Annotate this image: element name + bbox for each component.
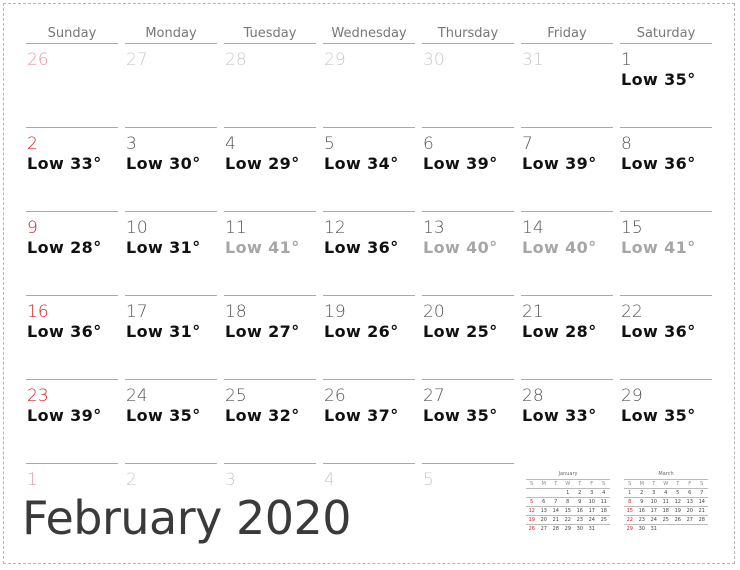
mini-divider	[526, 497, 610, 498]
mini-day: 7	[554, 499, 558, 505]
mini-day: 23	[576, 517, 583, 523]
mini-day: 26	[528, 526, 535, 532]
week-divider	[26, 295, 118, 296]
week-divider	[422, 295, 514, 296]
mini-day: 13	[540, 508, 547, 514]
week-divider	[26, 463, 118, 464]
mini-weekday: T	[578, 481, 582, 487]
mini-weekday: W	[663, 481, 669, 487]
weekday-header-tuesday: Tuesday	[243, 26, 297, 41]
low-temperature: Low 29°	[225, 154, 300, 173]
day-number: 13	[423, 218, 445, 238]
mini-weekday: M	[639, 481, 644, 487]
low-temperature: Low 30°	[126, 154, 201, 173]
day-number: 5	[324, 134, 335, 154]
mini-divider	[526, 506, 610, 507]
mini-day: 3	[652, 490, 656, 496]
mini-day: 17	[650, 508, 657, 514]
day-number: 25	[225, 386, 247, 406]
mini-day: 8	[628, 499, 632, 505]
mini-weekday: S	[700, 481, 704, 487]
header-divider	[620, 43, 712, 44]
day-number: 21	[522, 302, 544, 322]
mini-day: 5	[676, 490, 680, 496]
mini-day: 5	[530, 499, 534, 505]
day-number: 15	[621, 218, 643, 238]
mini-divider	[624, 488, 708, 489]
low-temperature: Low 36°	[27, 322, 102, 341]
header-divider	[323, 43, 415, 44]
mini-day: 10	[588, 499, 595, 505]
week-divider	[224, 127, 316, 128]
mini-day: 31	[588, 526, 595, 532]
day-number: 26	[324, 386, 346, 406]
month-title: February 2020	[22, 491, 352, 545]
mini-day: 1	[566, 490, 570, 496]
mini-day: 24	[588, 517, 595, 523]
day-number: 11	[225, 218, 247, 238]
mini-day: 16	[638, 508, 645, 514]
mini-day: 14	[698, 499, 705, 505]
day-number: 5	[423, 470, 434, 490]
mini-day: 9	[578, 499, 582, 505]
mini-day: 24	[650, 517, 657, 523]
low-temperature: Low 40°	[423, 238, 498, 257]
low-temperature: Low 33°	[522, 406, 597, 425]
mini-day: 25	[662, 517, 669, 523]
week-divider	[422, 211, 514, 212]
day-number: 28	[225, 50, 247, 70]
mini-day: 4	[602, 490, 606, 496]
week-divider	[224, 295, 316, 296]
week-divider	[620, 295, 712, 296]
day-number: 29	[324, 50, 346, 70]
low-temperature: Low 36°	[324, 238, 399, 257]
mini-divider	[624, 479, 708, 480]
mini-weekday: T	[554, 481, 558, 487]
mini-day: 27	[540, 526, 547, 532]
day-number: 9	[27, 218, 38, 238]
header-divider	[422, 43, 514, 44]
low-temperature: Low 28°	[27, 238, 102, 257]
low-temperature: Low 31°	[126, 238, 201, 257]
mini-weekday: W	[565, 481, 571, 487]
day-number: 14	[522, 218, 544, 238]
day-number: 18	[225, 302, 247, 322]
mini-day: 8	[566, 499, 570, 505]
day-number: 1	[621, 50, 632, 70]
week-divider	[323, 379, 415, 380]
day-number: 27	[423, 386, 445, 406]
day-number: 29	[621, 386, 643, 406]
mini-day: 30	[576, 526, 583, 532]
weekday-header-wednesday: Wednesday	[331, 26, 407, 41]
week-divider	[323, 463, 415, 464]
mini-divider	[624, 524, 708, 525]
mini-day: 14	[552, 508, 559, 514]
day-number: 3	[126, 134, 137, 154]
week-divider	[125, 379, 217, 380]
week-divider	[620, 379, 712, 380]
day-number: 30	[423, 50, 445, 70]
mini-weekday: S	[530, 481, 534, 487]
low-temperature: Low 35°	[621, 406, 696, 425]
day-number: 17	[126, 302, 148, 322]
mini-day: 20	[686, 508, 693, 514]
day-number: 7	[522, 134, 533, 154]
week-divider	[125, 463, 217, 464]
week-divider	[125, 211, 217, 212]
mini-day: 22	[626, 517, 633, 523]
mini-day: 2	[578, 490, 582, 496]
mini-calendar-january	[526, 471, 610, 537]
low-temperature: Low 33°	[27, 154, 102, 173]
mini-day: 19	[528, 517, 535, 523]
low-temperature: Low 36°	[621, 322, 696, 341]
mini-divider	[526, 488, 610, 489]
day-number: 1	[27, 470, 38, 490]
week-divider	[26, 127, 118, 128]
mini-weekday: T	[652, 481, 656, 487]
day-number: 16	[27, 302, 49, 322]
week-divider	[224, 211, 316, 212]
mini-day: 28	[552, 526, 559, 532]
low-temperature: Low 39°	[423, 154, 498, 173]
mini-day: 26	[674, 517, 681, 523]
mini-day: 12	[528, 508, 535, 514]
mini-day: 4	[664, 490, 668, 496]
mini-divider	[624, 497, 708, 498]
day-number: 22	[621, 302, 643, 322]
day-number: 10	[126, 218, 148, 238]
mini-calendar-title: March	[658, 471, 674, 477]
weekday-header-sunday: Sunday	[47, 26, 97, 41]
day-number: 23	[27, 386, 49, 406]
week-divider	[521, 379, 613, 380]
mini-day: 20	[540, 517, 547, 523]
mini-day: 12	[674, 499, 681, 505]
week-divider	[422, 463, 514, 464]
week-divider	[323, 295, 415, 296]
week-divider	[323, 127, 415, 128]
day-number: 2	[126, 470, 137, 490]
day-number: 26	[27, 50, 49, 70]
mini-day: 9	[640, 499, 644, 505]
mini-divider	[624, 515, 708, 516]
low-temperature: Low 28°	[522, 322, 597, 341]
mini-day: 19	[674, 508, 681, 514]
day-number: 24	[126, 386, 148, 406]
mini-day: 18	[662, 508, 669, 514]
low-temperature: Low 34°	[324, 154, 399, 173]
low-temperature: Low 27°	[225, 322, 300, 341]
mini-day: 16	[576, 508, 583, 514]
day-number: 8	[621, 134, 632, 154]
week-divider	[422, 127, 514, 128]
mini-day: 25	[600, 517, 607, 523]
mini-day: 13	[686, 499, 693, 505]
mini-weekday: T	[676, 481, 680, 487]
day-number: 27	[126, 50, 148, 70]
mini-weekday: S	[628, 481, 632, 487]
mini-day: 28	[698, 517, 705, 523]
day-number: 19	[324, 302, 346, 322]
mini-divider	[526, 515, 610, 516]
day-number: 4	[324, 470, 335, 490]
low-temperature: Low 36°	[621, 154, 696, 173]
low-temperature: Low 41°	[621, 238, 696, 257]
week-divider	[26, 379, 118, 380]
week-divider	[224, 463, 316, 464]
mini-day: 2	[640, 490, 644, 496]
header-divider	[224, 43, 316, 44]
mini-day: 18	[600, 508, 607, 514]
week-divider	[224, 379, 316, 380]
day-number: 2	[27, 134, 38, 154]
low-temperature: Low 35°	[621, 70, 696, 89]
mini-divider	[526, 524, 610, 525]
low-temperature: Low 39°	[522, 154, 597, 173]
mini-day: 7	[700, 490, 704, 496]
low-temperature: Low 26°	[324, 322, 399, 341]
low-temperature: Low 41°	[225, 238, 300, 257]
mini-calendar-title: January	[558, 471, 578, 477]
week-divider	[620, 127, 712, 128]
week-divider	[521, 295, 613, 296]
mini-day: 6	[542, 499, 546, 505]
weekday-header-saturday: Saturday	[636, 26, 696, 41]
weekday-header-monday: Monday	[145, 26, 197, 41]
mini-day: 30	[638, 526, 645, 532]
day-number: 28	[522, 386, 544, 406]
mini-day: 21	[698, 508, 705, 514]
mini-day: 27	[686, 517, 693, 523]
day-number: 12	[324, 218, 346, 238]
day-number: 31	[522, 50, 544, 70]
week-divider	[620, 211, 712, 212]
mini-calendar-march	[624, 471, 708, 537]
week-divider	[26, 211, 118, 212]
mini-day: 23	[638, 517, 645, 523]
mini-day: 6	[688, 490, 692, 496]
week-divider	[125, 127, 217, 128]
mini-divider	[526, 479, 610, 480]
weekday-header-thursday: Thursday	[437, 26, 499, 41]
header-divider	[26, 43, 118, 44]
mini-day: 3	[590, 490, 594, 496]
mini-day: 15	[626, 508, 633, 514]
mini-weekday: F	[688, 481, 692, 487]
header-divider	[125, 43, 217, 44]
weekday-header-friday: Friday	[547, 26, 587, 41]
mini-weekday: M	[541, 481, 546, 487]
week-divider	[422, 379, 514, 380]
header-divider	[521, 43, 613, 44]
mini-day: 29	[626, 526, 633, 532]
low-temperature: Low 32°	[225, 406, 300, 425]
low-temperature: Low 25°	[423, 322, 498, 341]
mini-day: 21	[552, 517, 559, 523]
mini-day: 1	[628, 490, 632, 496]
mini-day: 22	[564, 517, 571, 523]
week-divider	[125, 295, 217, 296]
low-temperature: Low 39°	[27, 406, 102, 425]
low-temperature: Low 31°	[126, 322, 201, 341]
mini-day: 15	[564, 508, 571, 514]
day-number: 6	[423, 134, 434, 154]
mini-day: 11	[662, 499, 669, 505]
low-temperature: Low 37°	[324, 406, 399, 425]
mini-weekday: S	[602, 481, 606, 487]
mini-day: 31	[650, 526, 657, 532]
day-number: 3	[225, 470, 236, 490]
day-number: 4	[225, 134, 236, 154]
low-temperature: Low 35°	[423, 406, 498, 425]
day-number: 20	[423, 302, 445, 322]
mini-day: 10	[650, 499, 657, 505]
week-divider	[521, 211, 613, 212]
mini-weekday: F	[590, 481, 594, 487]
mini-day: 11	[600, 499, 607, 505]
low-temperature: Low 35°	[126, 406, 201, 425]
low-temperature: Low 40°	[522, 238, 597, 257]
mini-day: 17	[588, 508, 595, 514]
mini-day: 29	[564, 526, 571, 532]
week-divider	[323, 211, 415, 212]
mini-divider	[624, 506, 708, 507]
week-divider	[521, 127, 613, 128]
